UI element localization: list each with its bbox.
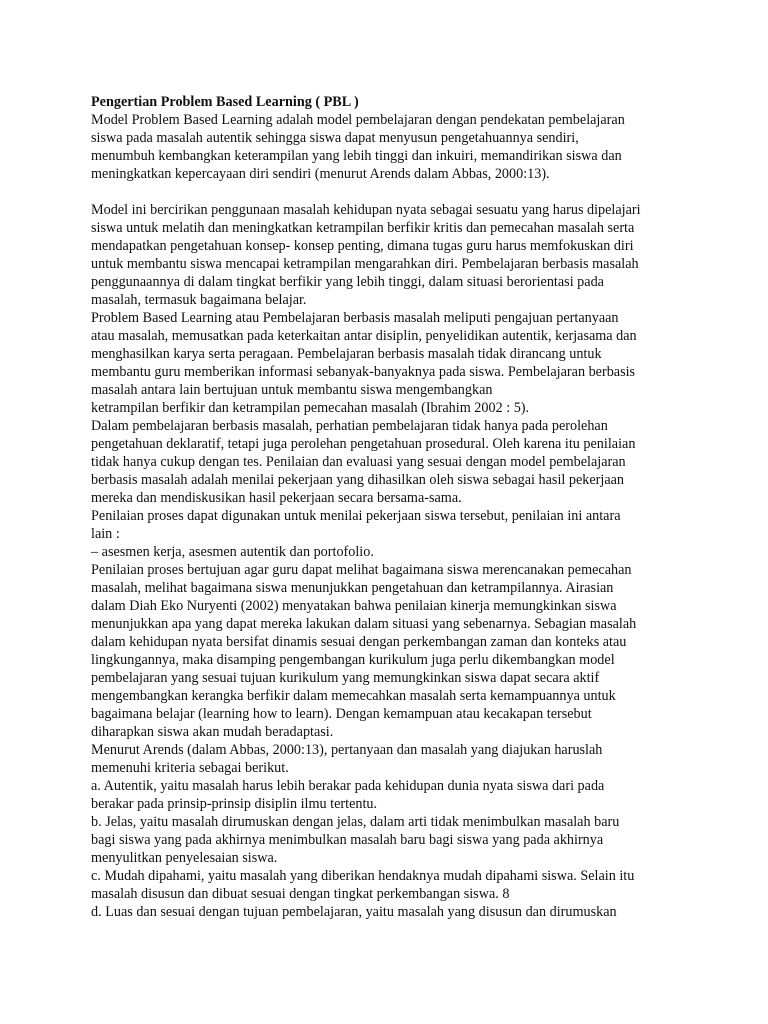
text-line: Penilaian proses dapat digunakan untuk menilai pekerjaan siswa tersebut, penilaian ini antara — [91, 508, 621, 524]
text-line: siswa pada masalah autentik sehingga siswa dapat menyusun pengetahuannya sendiri, — [91, 130, 579, 146]
text-line: a. Autentik, yaitu masalah harus lebih berakar pada kehidupan dunia nyata siswa dari pada — [91, 778, 605, 794]
text-line: lingkungannya, maka disamping pengembangan kurikulum juga perlu dikembangkan model — [91, 652, 615, 668]
text-line: Model Problem Based Learning adalah model pembelajaran dengan pendekatan pembelajaran — [91, 112, 625, 128]
text-line: Penilaian proses bertujuan agar guru dapat melihat bagaimana siswa merencanakan pemecahan — [91, 562, 632, 578]
text-line: pengetahuan deklaratif, tetapi juga perolehan pengetahuan prosedural. Oleh karena itu penilaian — [91, 436, 636, 452]
text-line: dalam kehidupan nyata bersifat dinamis sesuai dengan perkembangan zaman dan konteks atau — [91, 634, 627, 650]
text-line: bagaimana belajar (learning how to learn). Dengan kemampuan atau kecakapan tersebut — [91, 706, 592, 722]
paragraph-spacer — [91, 183, 691, 201]
text-line: menyulitkan penyelesaian siswa. — [91, 850, 278, 866]
text-line: Dalam pembelajaran berbasis masalah, perhatian pembelajaran tidak hanya pada perolehan — [91, 418, 608, 434]
text-line: Problem Based Learning atau Pembelajaran berbasis masalah meliputi pengajuan pertanyaan — [91, 310, 619, 326]
text-line: atau masalah, memusatkan pada keterkaitan antar disiplin, penyelidikan autentik, kerjasama dan — [91, 328, 637, 344]
text-line: masalah, melihat bagaimana siswa menunjukkan pengetahuan dan ketrampilannya. Airasian — [91, 580, 614, 596]
text-line: b. Jelas, yaitu masalah dirumuskan dengan jelas, dalam arti tidak menimbulkan masalah baru — [91, 814, 620, 830]
text-line: berakar pada prinsip-prinsip disiplin ilmu tertentu. — [91, 796, 378, 812]
text-line: Model ini bercirikan penggunaan masalah kehidupan nyata sebagai sesuatu yang harus dipelajari — [91, 202, 641, 218]
text-line: menunjukkan apa yang dapat mereka lakukan dalam situasi yang sebenarnya. Sebagian masalah — [91, 616, 637, 632]
text-line: meningkatkan kepercayaan diri sendiri (menurut Arends dalam Abbas, 2000:13). — [91, 166, 550, 182]
text-line: menghasilkan karya serta peragaan. Pembelajaran berbasis masalah tidak dirancang untuk — [91, 346, 602, 362]
text-line: siswa untuk melatih dan meningkatkan ketrampilan berfikir kritis dan pemecahan masalah serta — [91, 220, 635, 236]
text-line: mengembangkan kerangka berfikir dalam memecahkan masalah serta kemampuannya untuk — [91, 688, 616, 704]
text-line: ketrampilan berfikir dan ketrampilan pemecahan masalah (Ibrahim 2002 : 5). — [91, 400, 530, 416]
text-line: masalah disusun dan dibuat sesuai dengan tingkat perkembangan siswa. 8 — [91, 886, 510, 902]
text-line: d. Luas dan sesuai dengan tujuan pembelajaran, yaitu masalah yang disusun dan dirumuskan — [91, 904, 617, 920]
text-line: masalah, termasuk bagaimana belajar. — [91, 292, 307, 308]
text-line: pembelajaran yang sesuai tujuan kurikulum yang memungkinkan siswa dapat secara aktif — [91, 670, 600, 686]
text-line: memenuhi kriteria sebagai berikut. — [91, 760, 289, 776]
text-line: c. Mudah dipahami, yaitu masalah yang diberikan hendaknya mudah dipahami siswa. Selain itu — [91, 868, 635, 884]
text-line: untuk membantu siswa mencapai ketrampilan mengarahkan diri. Pembelajaran berbasis masalah — [91, 256, 639, 272]
text-line: mendapatkan pengetahuan konsep- konsep penting, dimana tugas guru harus memfokuskan diri — [91, 238, 634, 254]
text-line: – asesmen kerja, asesmen autentik dan portofolio. — [91, 544, 374, 560]
text-line: Menurut Arends (dalam Abbas, 2000:13), pertanyaan dan masalah yang diajukan haruslah — [91, 742, 603, 758]
text-line: menumbuh kembangkan keterampilan yang lebih tinggi dan inkuiri, memandirikan siswa dan — [91, 148, 622, 164]
text-line: dalam Diah Eko Nuryenti (2002) menyatakan bahwa penilaian kinerja memungkinkan siswa — [91, 598, 617, 614]
text-line: tidak hanya cukup dengan tes. Penilaian dan evaluasi yang sesuai dengan model pembelajaran — [91, 454, 626, 470]
text-line: bagi siswa yang pada akhirnya menimbulkan masalah baru bagi siswa yang pada akhirnya — [91, 832, 604, 848]
text-line: berbasis masalah adalah menilai pekerjaan yang dihasilkan oleh siswa sebagai hasil pekerjaan — [91, 472, 625, 488]
text-line: mereka dan mendiskusikan hasil pekerjaan secara bersama-sama. — [91, 490, 462, 506]
text-line: masalah antara lain bertujuan untuk membantu siswa mengembangkan — [91, 382, 493, 398]
text-line: penggunaannya di dalam tingkat berfikir yang lebih tinggi, dalam situasi berorientasi pada — [91, 274, 604, 290]
document-page — [91, 93, 691, 921]
text-line: diharapkan siswa akan mudah beradaptasi. — [91, 724, 334, 740]
text-line: membantu guru memberikan informasi sebanyak-banyaknya pada siswa. Pembelajaran berbasis — [91, 364, 636, 380]
text-line: lain : — [91, 526, 120, 542]
document-heading: Pengertian Problem Based Learning ( PBL ) — [91, 94, 359, 110]
